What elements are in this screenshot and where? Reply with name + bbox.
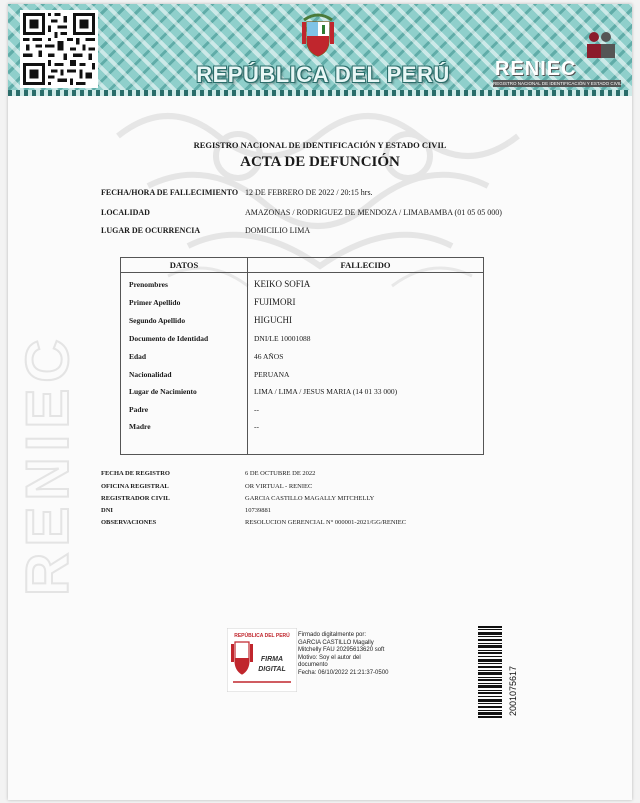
registrador-civil-label: REGISTRADOR CIVIL — [101, 495, 170, 502]
reniec-logo — [493, 30, 621, 84]
row-label-documento: Documento de Identidad — [129, 334, 209, 343]
table-header-datos: DATOS — [169, 260, 199, 270]
table-header-fallecido: FALLECIDO — [340, 260, 391, 270]
row-label-primer-apellido: Primer Apellido — [129, 298, 181, 307]
dni-label: DNI — [101, 507, 113, 514]
firma-digital-seal — [227, 628, 297, 692]
row-value-edad: 46 AÑOS — [254, 352, 284, 361]
coat-of-arms-icon — [298, 10, 338, 58]
signature-line: GARCIA CASTILLO Magally — [298, 639, 374, 646]
row-label-padre: Padre — [129, 405, 149, 414]
signature-line: Motivo: Soy el autor del — [298, 654, 361, 661]
row-value-nacionalidad: PERUANA — [254, 370, 290, 379]
digital-signature-details — [298, 632, 418, 678]
row-value-lugar-nacimiento: LIMA / LIMA / JESUS MARIA (14 01 33 000) — [254, 387, 398, 396]
signature-line: Firmado digitalmente por: — [298, 632, 367, 638]
barcode-number — [505, 626, 519, 718]
reniec-emblem-icon — [583, 30, 617, 60]
localidad-label: LOCALIDAD — [101, 208, 150, 217]
barcode-number-text: 2001075617 — [508, 665, 518, 716]
registrador-civil-value: GARCIA CASTILLO MAGALLY MITCHELLY — [245, 495, 375, 502]
institution-heading: REGISTRO NACIONAL DE IDENTIFICACIÓN Y ESTADO CIVIL — [193, 140, 447, 150]
deceased-data-table — [120, 257, 484, 455]
dni-value: 10739881 — [245, 507, 271, 514]
row-label-nacionalidad: Nacionalidad — [129, 370, 172, 379]
lugar-ocurrencia-value: DOMICILIO LIMA — [245, 226, 311, 235]
qr-code-icon — [20, 10, 98, 88]
fecha-registro-label: FECHA DE REGISTRO — [101, 470, 170, 477]
row-value-segundo-apellido: HIGUCHI — [254, 315, 292, 325]
fecha-registro-value: 6 DE OCTUBRE DE 2022 — [245, 470, 316, 477]
document-title: ACTA DE DEFUNCIÓN — [240, 154, 400, 170]
row-value-documento: DNI/LE 10001088 — [254, 334, 311, 343]
row-label-madre: Madre — [129, 422, 151, 431]
signature-line: documento — [298, 662, 328, 669]
row-value-madre: -- — [254, 422, 259, 431]
signature-line: Fecha: 06/10/2022 21:21:37-0500 — [298, 669, 389, 676]
row-label-segundo-apellido: Segundo Apellido — [129, 316, 186, 325]
seal-digital-text: DIGITAL — [258, 666, 286, 673]
banner-border-strip — [8, 90, 632, 96]
reniec-watermark-text: RENIEC — [14, 333, 81, 596]
reniec-subtitle: REGISTRO NACIONAL DE IDENTIFICACIÓN Y ESTADO CIVIL — [493, 81, 622, 86]
reniec-wordmark: RENIEC — [495, 58, 577, 80]
row-label-edad: Edad — [129, 352, 147, 361]
fecha-fallecimiento-label: FECHA/HORA DE FALLECIMIENTO — [101, 188, 239, 197]
country-title: REPÚBLICA DEL PERÚ — [196, 62, 450, 87]
observaciones-value: RESOLUCION GERENCIAL N° 000001-2021/GG/RENIEC — [245, 519, 407, 526]
observaciones-label: OBSERVACIONES — [101, 519, 157, 526]
fecha-fallecimiento-value: 12 DE FEBRERO DE 2022 / 20:15 hrs. — [245, 188, 373, 197]
localidad-value: AMAZONAS / RODRIGUEZ DE MENDOZA / LIMABAMBA (01 05 05 000) — [245, 208, 502, 217]
oficina-registral-label: OFICINA REGISTRAL — [101, 483, 169, 490]
row-label-prenombres: Prenombres — [129, 280, 168, 289]
document-page — [8, 4, 632, 800]
row-value-primer-apellido: FUJIMORI — [254, 297, 296, 307]
row-value-prenombres: KEIKO SOFIA — [254, 279, 311, 289]
row-value-padre: -- — [254, 405, 259, 414]
seal-top-text: REPÚBLICA DEL PERÚ — [234, 633, 290, 639]
signature-line: Mitchelly FAU 20295613620 soft — [298, 647, 385, 654]
barcode-icon — [478, 626, 502, 718]
seal-firma-text: FIRMA — [260, 656, 284, 663]
table-column-divider — [247, 258, 248, 454]
lugar-ocurrencia-label: LUGAR DE OCURRENCIA — [101, 226, 201, 235]
row-label-lugar-nacimiento: Lugar de Nacimiento — [129, 387, 197, 396]
oficina-registral-value: OR VIRTUAL - RENIEC — [245, 483, 313, 490]
